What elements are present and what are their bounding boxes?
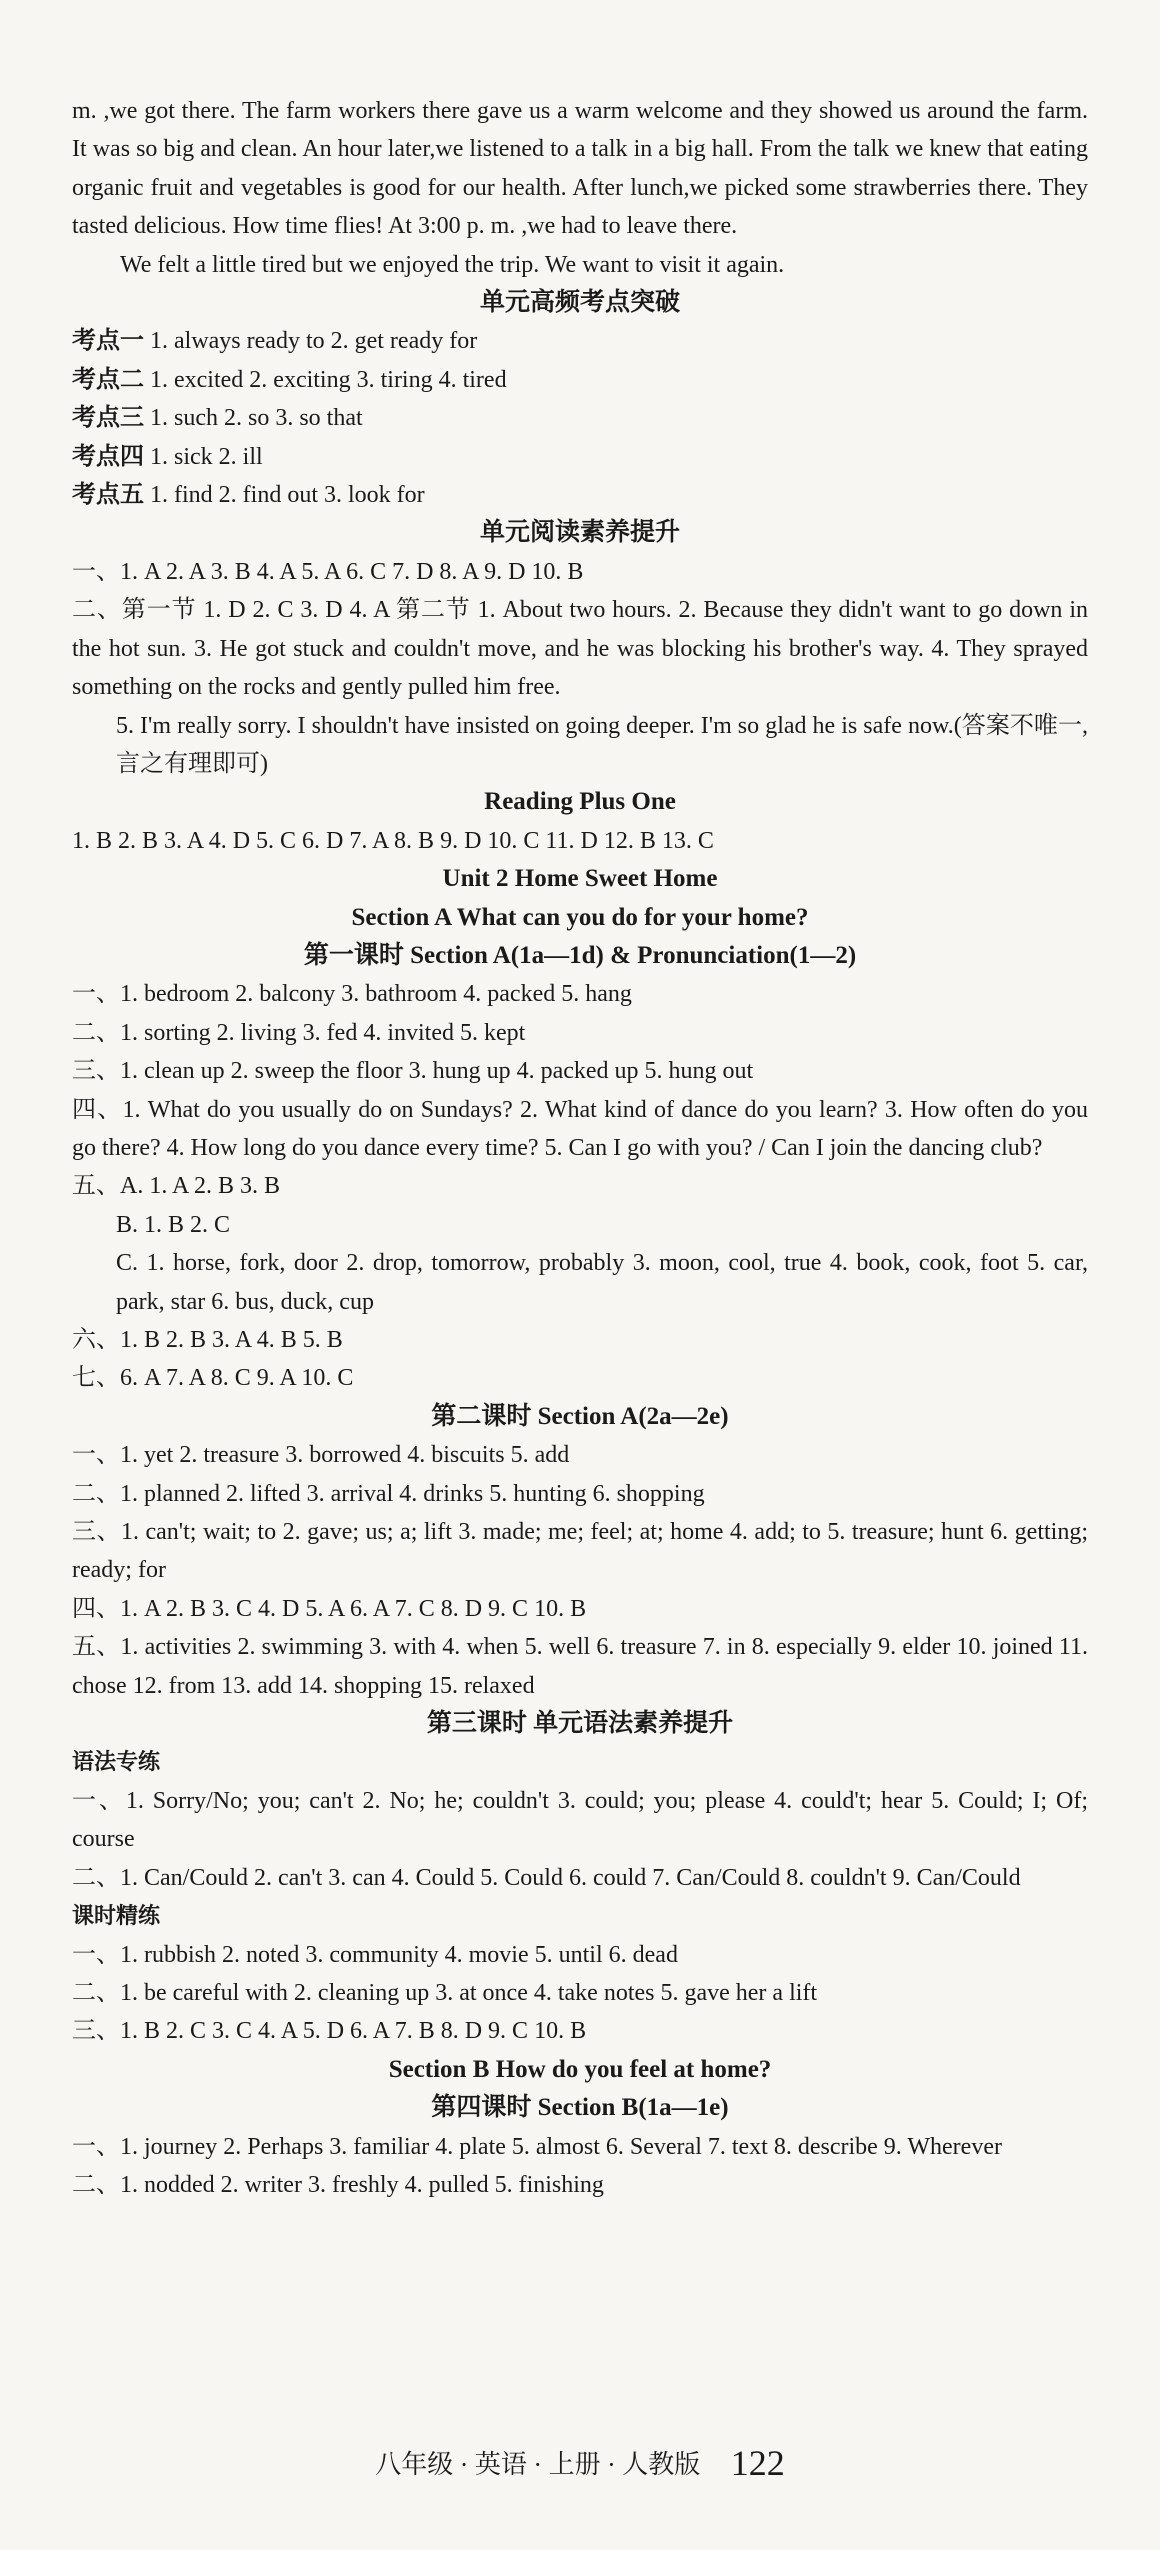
lesson-3-title: 第三课时 单元语法素养提升 [426, 1710, 734, 1738]
lesson-practice-title: 课时精练 [72, 1903, 161, 1929]
lesson-1-line: 四、1. What do you usually do on Sundays? 2. What kind of dance do you learn? 3. How often do you go there? 4. How long do you dance every time? 5. Can I go with you? / Can I join the dancing club? [72, 1096, 1088, 1161]
kaodian-line-1 [72, 322, 1088, 360]
lesson-2-line: 四、1. A 2. B 3. C 4. D 5. A 6. A 7. C 8. D 9. C 10. B [72, 1595, 587, 1622]
lesson-4-line: 一、1. journey 2. Perhaps 3. familiar 4. plate 5. almost 6. Several 7. text 8. describe 9. Wherever [72, 2133, 1002, 2160]
kaodian-label: 考点二 [72, 366, 144, 393]
unit-title: Unit 2 Home Sweet Home [442, 865, 718, 893]
lesson-1-title: 第一课时 Section A(1a—1d) & Pronunciation(1—2) [303, 941, 857, 969]
grammar-practice-title: 语法专练 [72, 1749, 161, 1775]
kaodian-line-5 [72, 476, 1088, 514]
passage-paragraph-1: m. ,we got there. The farm workers there gave us a warm welcome and they showed us around the farm. It was so big and clean. An hour later,we listened to a talk in a big hall. From the talk we knew that eating organic fruit and vegetables is good for our health. After lunch,we picked some strawberries there. They tasted delicious. How time flies! At 3:00 p. m. ,we had to leave there. [72, 98, 1088, 240]
kaodian-line-4 [72, 438, 1088, 476]
kaodian-answers: 1. sick 2. ill [150, 443, 263, 470]
lesson-1-line: 五、A. 1. A 2. B 3. B [72, 1173, 281, 1200]
lesson-1-line: 一、1. bedroom 2. balcony 3. bathroom 4. packed 5. hang [72, 981, 632, 1008]
section-heading-reading-plus: Reading Plus One [484, 788, 676, 816]
passage-paragraph-2: We felt a little tired but we enjoyed the trip. We want to visit it again. [120, 251, 785, 278]
kaodian-line-3 [72, 399, 1088, 437]
kaodian-answers: 1. always ready to 2. get ready for [150, 328, 478, 355]
lesson-1-line: 二、1. sorting 2. living 3. fed 4. invited 5. kept [72, 1019, 526, 1046]
lesson-1-line: B. 1. B 2. C [116, 1211, 231, 1238]
kaodian-label: 考点四 [72, 443, 144, 470]
section-b-title: Section B How do you feel at home? [388, 2055, 772, 2083]
page-footer [0, 2442, 1160, 2484]
grammar-line: 二、1. Can/Could 2. can't 3. can 4. Could 5. Could 6. could 7. Can/Could 8. couldn't 9. Can/Could [72, 1864, 1021, 1891]
lesson-2-line: 二、1. planned 2. lifted 3. arrival 4. drinks 5. hunting 6. shopping [72, 1480, 705, 1507]
lesson-4-title: 第四课时 Section B(1a—1e) [431, 2094, 729, 2122]
lesson-2-line: 五、1. activities 2. swimming 3. with 4. when 5. well 6. treasure 7. in 8. especially 9. elder 10. joined 11. chose 12. from 13. add 14. shopping 15. relaxed [72, 1634, 1088, 1699]
kaodian-label: 考点三 [72, 405, 144, 432]
lesson-2-title: 第二课时 Section A(2a—2e) [431, 1402, 729, 1430]
reading-plus-answers: 1. B 2. B 3. A 4. D 5. C 6. D 7. A 8. B 9. D 10. C 11. D 12. B 13. C [72, 827, 714, 854]
yuedu-line-2: 二、第一节 1. D 2. C 3. D 4. A 第二节 1. About two hours. 2. Because they didn't want to go down in the hot sun. 3. He got stuck and couldn't move, and he was blocking his brother's way. 4. They sprayed something on the rocks and gently pulled him free. [72, 597, 1088, 701]
answer-content [72, 92, 1088, 2204]
section-heading-kaodian: 单元高频考点突破 [479, 289, 680, 317]
kaodian-answers: 1. excited 2. exciting 3. tiring 4. tired [150, 366, 507, 393]
page-number: 122 [730, 2443, 785, 2483]
practice-line: 一、1. rubbish 2. noted 3. community 4. movie 5. until 6. dead [72, 1941, 678, 1968]
kaodian-label: 考点一 [72, 328, 144, 355]
lesson-1-line: 七、6. A 7. A 8. C 9. A 10. C [72, 1365, 354, 1392]
practice-line: 二、1. be careful with 2. cleaning up 3. at once 4. take notes 5. gave her a lift [72, 1979, 818, 2006]
grammar-line: 一、1. Sorry/No; you; can't 2. No; he; couldn't 3. could; you; please 4. could't; hear 5. Could; I; Of; course [72, 1787, 1088, 1853]
lesson-2-line: 一、1. yet 2. treasure 3. borrowed 4. biscuits 5. add [72, 1442, 570, 1469]
yuedu-line-3: 5. I'm really sorry. I shouldn't have insisted on going deeper. I'm so glad he is safe now.(答案不唯一,言之有理即可) [116, 712, 1088, 777]
kaodian-label: 考点五 [72, 482, 144, 509]
yuedu-line-1: 一、1. A 2. A 3. B 4. A 5. A 6. C 7. D 8. A 9. D 10. B [72, 558, 584, 585]
kaodian-answers: 1. find 2. find out 3. look for [150, 482, 425, 509]
lesson-1-line: 六、1. B 2. B 3. A 4. B 5. B [72, 1327, 343, 1353]
section-heading-yuedu: 单元阅读素养提升 [479, 519, 680, 547]
lesson-1-line: 三、1. clean up 2. sweep the floor 3. hung up 4. packed up 5. hung out [72, 1058, 754, 1085]
lesson-2-line: 三、1. can't; wait; to 2. gave; us; a; lift 3. made; me; feel; at; home 4. add; to 5. treasure; hunt 6. getting; ready; for [72, 1519, 1088, 1584]
practice-line: 三、1. B 2. C 3. C 4. A 5. D 6. A 7. B 8. D 9. C 10. B [72, 2018, 587, 2045]
section-a-title: Section A What can you do for your home? [351, 903, 809, 931]
lesson-4-line: 二、1. nodded 2. writer 3. freshly 4. pulled 5. finishing [72, 2171, 604, 2198]
book-info: 八年级 · 英语 · 上册 · 人教版 [375, 2450, 701, 2479]
kaodian-line-2 [72, 361, 1088, 399]
lesson-1-line: C. 1. horse, fork, door 2. drop, tomorrow, probably 3. moon, cool, true 4. book, cook, foot 5. car, park, star 6. bus, duck, cup [116, 1250, 1088, 1315]
kaodian-answers: 1. such 2. so 3. so that [150, 405, 363, 432]
